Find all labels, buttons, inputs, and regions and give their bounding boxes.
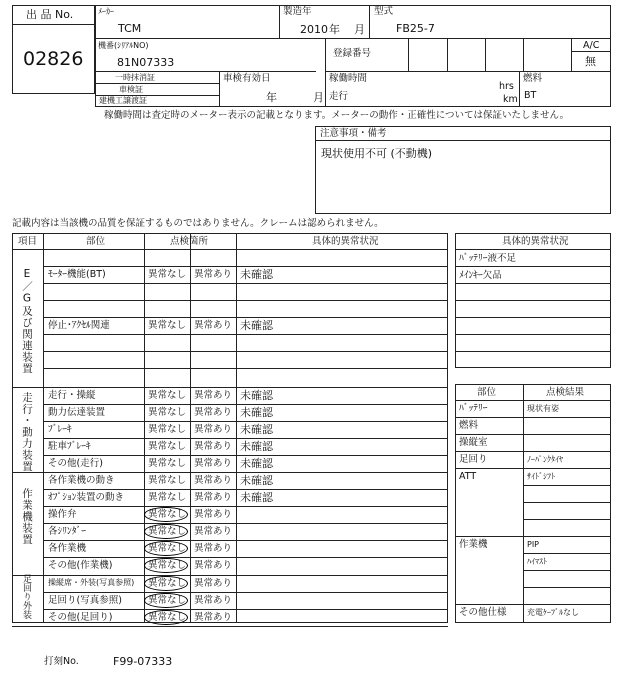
result-row-part: 足回り [459,454,488,465]
status-unconfirmed: 未確認 [240,474,273,487]
status-ok: 異常なし [148,526,187,537]
status-ok: 異常なし [148,560,187,571]
status-unconfirmed: 未確認 [240,491,273,504]
status-ng: 異常あり [194,543,233,554]
status-ok: 異常なし [148,543,187,554]
vehicle-inspection-cert: 車検証 [119,85,143,94]
notes-label: 注意事項・備考 [320,128,387,139]
status-unconfirmed: 未確認 [240,268,273,281]
row-part-label: 足回り(写真参照) [48,595,122,606]
col-part-header: 部位 [86,236,106,247]
result-row-value: ｻｲﾄﾞｼﾌﾄ [527,472,555,481]
status-ok: 異常なし [148,578,187,589]
row-part-label: その他(走行) [48,458,103,469]
year-label: 製造年 [283,6,312,17]
result-row-part: 燃料 [459,420,479,431]
lot-number: 02826 [23,48,84,70]
fuel-value: BT [524,90,537,101]
status-ng: 異常あり [194,578,233,589]
result-row-part: 操縦室 [459,437,488,448]
status-ng: 異常あり [194,492,233,503]
status-ok-circle [144,524,188,539]
row-part-label: その他(作業機) [48,560,113,571]
group-work-label: 作業機装置 [21,488,33,546]
model-label: 型式 [374,6,394,17]
status-ng: 異常あり [194,595,233,606]
status-ok-circle [144,576,188,591]
row-part-label: 操作弁 [48,509,77,520]
status-ng: 異常あり [194,407,233,418]
col-detail-header: 具体的異常状況 [312,236,379,247]
ac-value: 無 [585,55,596,68]
status-ok: 異常なし [148,407,187,418]
model-value: FB25-7 [396,22,435,35]
abnormality-title: 具体的異常状況 [502,236,569,247]
status-ok-circle [144,610,188,625]
col-item-header: 項目 [18,236,38,247]
row-part-label: 各ｼﾘﾝﾀﾞｰ [48,526,87,537]
status-ok: 異常なし [148,612,187,623]
status-ok: 異常なし [148,475,187,486]
status-ng: 異常あり [194,509,233,520]
row-part-label: 駐車ﾌﾞﾚｰｷ [48,441,91,452]
result-row-value: ﾊｲﾏｽﾄ [527,557,547,566]
inspection-year-unit: 年 [266,91,277,104]
abnormality-item: ﾒｲﾝｷｰ欠品 [459,270,502,281]
status-ok-circle [144,593,188,608]
row-part-label: 停止･ｱｸｾﾙ関連 [48,320,110,331]
stamp-number: F99-07333 [113,655,173,668]
result-row-value: ﾉｰﾊﾟﾝｸﾀｲﾔ [527,455,563,464]
status-ng: 異常あり [194,424,233,435]
maker-value: TCM [118,22,142,35]
status-ok-circle [144,541,188,556]
serial-value: 81N07333 [117,56,175,69]
lot-label: 出 品 No. [26,8,74,21]
group-engine-label: E／G及び関連装置 [21,268,33,375]
hrs-unit: hrs [499,81,514,92]
result-row-value: 現状有姿 [527,404,559,413]
row-part-label: ﾓｰﾀｰ機能(BT) [48,269,106,280]
status-ng: 異常あり [194,269,233,280]
km-unit: km [503,94,518,105]
status-ok-circle [144,507,188,522]
result-row-value: 充電ｹｰﾌﾞﾙなし [527,608,579,617]
status-ng: 異常あり [194,612,233,623]
status-ng: 異常あり [194,526,233,537]
row-part-label: 走行・操縦 [48,390,96,401]
status-ok-circle [144,558,188,573]
status-ok: 異常なし [148,509,187,520]
group-drive-label: 走行・動力装置 [21,392,33,473]
result-row-part: ﾊﾞｯﾃﾘｰ [459,403,488,414]
status-unconfirmed: 未確認 [240,457,273,470]
result-row-value: PIP [527,540,540,549]
notes-text: 現状使用不可 (不動機) [321,147,433,160]
status-unconfirmed: 未確認 [240,406,273,419]
status-ng: 異常あり [194,390,233,401]
group-chassis-label: 足回り外装 [21,574,31,619]
status-ng: 異常あり [194,458,233,469]
status-ng: 異常あり [194,441,233,452]
result-col-result: 点検結果 [546,387,585,398]
stamp-label: 打刻No. [44,656,79,667]
status-ok: 異常なし [148,320,187,331]
maker-label: ﾒｰｶｰ [98,7,114,16]
travel-label: 走行 [329,91,349,102]
registration-label: 登録番号 [333,48,372,59]
inspection-valid-label: 車検有効日 [223,73,271,84]
temp-deregistration-cert: 一時抹消証 [115,73,155,82]
disclaimer: 記載内容は当該機の品質を保証するものではありません。クレームは認められません。 [12,218,384,229]
row-part-label: 動力伝達装置 [48,407,106,418]
result-col-part: 部位 [477,387,497,398]
row-part-label: ｵﾌﾟｼｮﾝ装置の動き [48,492,125,503]
status-ng: 異常あり [194,320,233,331]
status-ok: 異常なし [148,458,187,469]
status-ok: 異常なし [148,390,187,401]
hours-note: 稼働時間は査定時のメーター表示の記載となります。メーターの動作・正確性については保証いたしません。 [104,110,570,121]
abnormality-item: ﾊﾞｯﾃﾘｰ液不足 [459,253,517,264]
status-ok: 異常なし [148,492,187,503]
year-unit: 年 [329,23,340,36]
row-part-label: ﾌﾞﾚｰｷ [48,424,72,435]
status-ok: 異常なし [148,441,187,452]
status-ng: 異常あり [194,475,233,486]
month-unit: 月 [354,23,365,36]
status-ok: 異常なし [148,595,187,606]
year-value: 2010 [300,23,328,36]
ac-label: A/C [583,40,600,51]
result-row-part: ATT [459,471,477,482]
status-unconfirmed: 未確認 [240,423,273,436]
row-part-label: 各作業機の動き [48,475,115,486]
col-check-header: 点検箇所 [170,236,209,247]
status-unconfirmed: 未確認 [240,440,273,453]
status-unconfirmed: 未確認 [240,319,273,332]
inspection-month-unit: 月 [313,91,324,104]
row-part-label: 操縦席・外装(写真参照) [48,578,135,587]
status-unconfirmed: 未確認 [240,389,273,402]
hours-label: 稼働時間 [329,73,368,84]
result-row-part: 作業機 [459,539,488,550]
fuel-label: 燃料 [523,73,543,84]
construction-transfer-cert: 建機工譲渡証 [99,96,147,105]
status-ok: 異常なし [148,269,187,280]
row-part-label: その他(足回り) [48,612,113,623]
status-ok: 異常なし [148,424,187,435]
serial-label: 機番(ｼﾘｱﾙNO) [98,41,149,50]
result-row-part: その他仕様 [459,607,507,618]
status-ng: 異常あり [194,560,233,571]
row-part-label: 各作業機 [48,543,87,554]
